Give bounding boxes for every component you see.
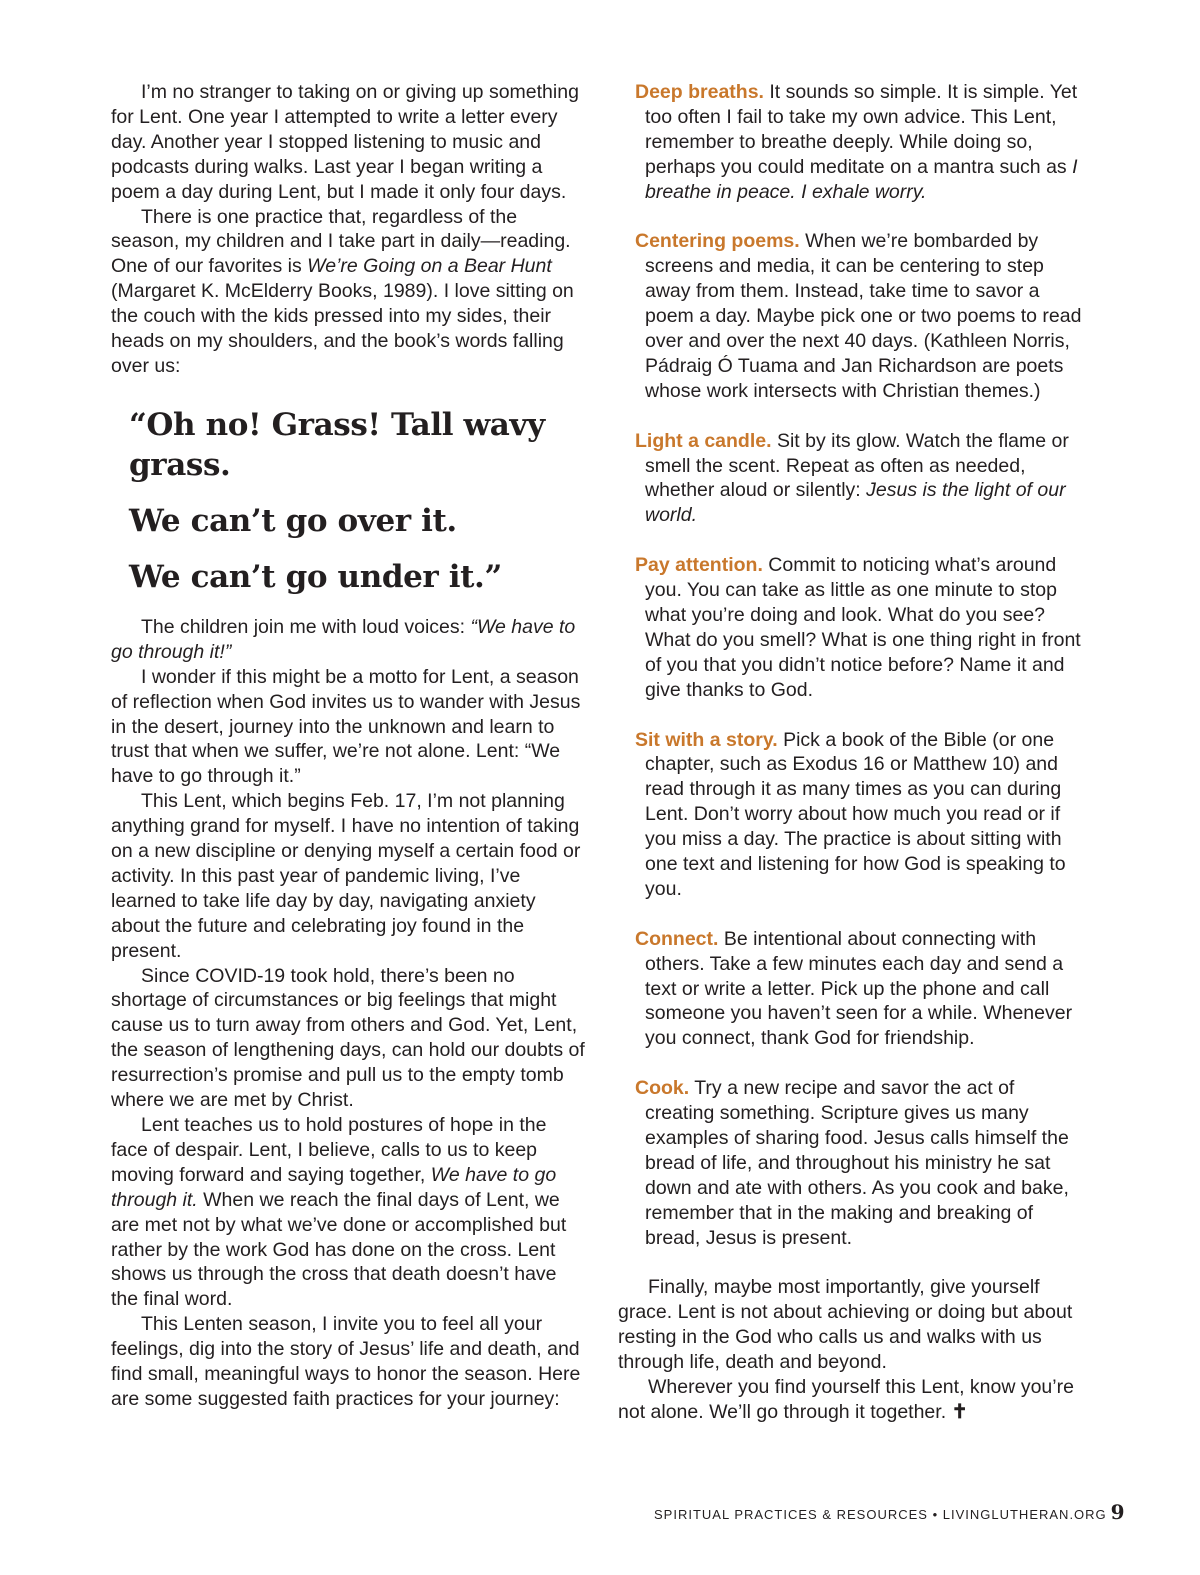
page-number: 9	[1110, 1500, 1125, 1524]
practice-heading: Cook.	[635, 1077, 690, 1100]
reading-text: There is one practice that, regardless of the season, my children and I take part in daily—reading. One of our favorites is	[111, 205, 571, 278]
hope-emphasis: We have to go through it.	[111, 1163, 557, 1211]
children-quote: “We have to go through it!”	[111, 615, 576, 663]
quote-line: We can’t go under it.”	[129, 558, 502, 595]
practice-centering-poems	[618, 229, 1088, 403]
practice-text: Commit to noticing what’s around you. You can take as little as one minute to stop what you’re doing and look. What do you see? What do you smell? What is one thing right in front of you that you didn’t notice before? Name it and give thanks to God.	[645, 554, 1081, 701]
practice-heading: Centering poems.	[635, 230, 800, 253]
practice-text: Sit by its glow. Watch the flame or smell the scent. Repeat as often as needed, whether aloud or silently:	[645, 429, 1069, 502]
practice-heading-dot: .	[757, 554, 763, 577]
practice-text: Try a new recipe and savor the act of creating something. Scripture gives us many examples of sharing food. Jesus calls himself the bread of life, and throughout his ministry he sat down and ate with others. As you cook and bake, remember that in the making and breaking of bread, Jesus is present.	[645, 1077, 1069, 1249]
final-paragraph	[618, 1375, 1088, 1425]
intro-paragraph: I’m no stranger to taking on or giving up something for Lent. One year I attempted to write a letter every day. Another year I stopped listening to music and podcasts during walks. Last year I began writing a poem a day during Lent, but I made it only four days.	[111, 81, 579, 203]
footer-site: LIVINGLUTHERAN.ORG	[942, 1507, 1107, 1522]
practice-heading: Sit with a story.	[635, 728, 778, 751]
practice-heading: Pay attention	[635, 554, 758, 577]
footer-section: SPIRITUAL PRACTICES & RESOURCES	[654, 1507, 928, 1522]
practice-text: Be intentional about connecting with others. Take a few minutes each day and send a text or write a letter. Pick up the phone and call someone you haven’t seen for a while. Whenever you connect, thank God for friendship.	[645, 927, 1073, 1050]
practice-connect	[618, 927, 1088, 1052]
practice-heading: Light a candle.	[635, 429, 772, 452]
closing-paragraph: Finally, maybe most importantly, give yourself grace. Lent is not about achieving or doing but about resting in the God who calls us and walks with us through life, death and beyond.	[618, 1276, 1073, 1374]
practice-heading: Connect.	[635, 927, 719, 950]
right-column	[618, 80, 1088, 1425]
practice-heading: Deep breaths.	[635, 81, 764, 103]
practice-cook	[618, 1076, 1088, 1250]
practice-light-a-candle	[618, 429, 1088, 529]
covid-paragraph: Since COVID-19 took hold, there’s been no shortage of circumstances or big feelings that might cause us to turn away from others and God. Yet, Lent, the season of lengthening days, can hold our doubts of resurrection’s promise and pull us to the empty tomb where we are met by Christ.	[111, 964, 585, 1112]
final-text: Wherever you find yourself this Lent, know you’re not alone. We’ll go through it together.	[618, 1376, 1074, 1423]
practice-mantra: I breathe in peace. I exhale worry.	[645, 155, 1078, 203]
quote-line: “Oh no! Grass! Tall wavy grass.	[129, 406, 545, 483]
reading-text-cont: (Margaret K. McElderry Books, 1989). I love sitting on the couch with the kids pressed into my sides, their heads on my shoulders, and the book’s words falling over us:	[111, 280, 574, 377]
page-footer	[654, 1500, 1125, 1524]
quote-line: We can’t go over it.	[129, 502, 457, 539]
practice-text: Pick a book of the Bible (or one chapter, such as Exodus 16 or Matthew 10) and read through it as many times as you can during Lent. Don’t worry about how much you read or if you miss a day. The practice is about sitting with one text and listening for how God is speaking to you.	[645, 728, 1066, 900]
practice-sit-with-a-story	[618, 728, 1088, 902]
cross-icon: ✝	[951, 1400, 968, 1423]
practice-prayer: Jesus is the light of our world.	[645, 479, 1066, 527]
children-text: The children join me with loud voices:	[141, 615, 471, 638]
this-lent-paragraph: This Lent, which begins Feb. 17, I’m not planning anything grand for myself. I have no intention of taking on a new discipline or denying myself a certain food or activity. In this past year of pandemic living, I’ve learned to take life day by day, navigating anxiety about the future and celebrating joy found in the present.	[111, 790, 581, 962]
practice-text: When we’re bombarded by screens and media, it can be centering to step away from them. Instead, take time to savor a poem a day. Maybe pick one or two poems to read over and over the next 40 days. (Kathleen Norris, Pádraig Ó Tuama and Jan Richardson are poets whose work intersects with Christian themes.)	[645, 230, 1082, 402]
practice-deep-breaths	[618, 80, 1088, 205]
hope-text-cont: When we reach the final days of Lent, we are met not by what we’ve done or accomplished but rather by the work God has done on the cross. Lent shows us through the cross that death doesn’t have the final word.	[111, 1188, 567, 1311]
footer-separator: •	[927, 1507, 943, 1522]
practice-text: It sounds so simple. It is simple. Yet too often I fail to take my own advice. This Lent, remember to breathe deeply. While doing so, perhaps you could meditate on a mantra such as	[645, 81, 1078, 178]
book-title: We’re Going on a Bear Hunt	[307, 255, 552, 278]
motto-paragraph: I wonder if this might be a motto for Lent, a season of reflection when God invites us to wander with Jesus in the desert, journey into the unknown and learn to trust that when we suffer, we’re not alone. Lent: “We have to go through it.”	[111, 665, 581, 788]
pull-quote	[111, 405, 586, 597]
children-paragraph	[111, 615, 586, 665]
hope-paragraph	[111, 1113, 586, 1312]
reading-paragraph	[111, 205, 586, 379]
hope-text: Lent teaches us to hold postures of hope in the face of despair. Lent, I believe, calls to us to keep moving forward and saying together,	[111, 1114, 547, 1186]
invite-paragraph: This Lenten season, I invite you to feel all your feelings, dig into the story of Jesus’ life and death, and find small, meaningful ways to honor the season. Here are some suggested faith practices for your journey:	[111, 1313, 581, 1410]
practice-pay-attention	[618, 553, 1088, 702]
left-column	[111, 80, 586, 1412]
